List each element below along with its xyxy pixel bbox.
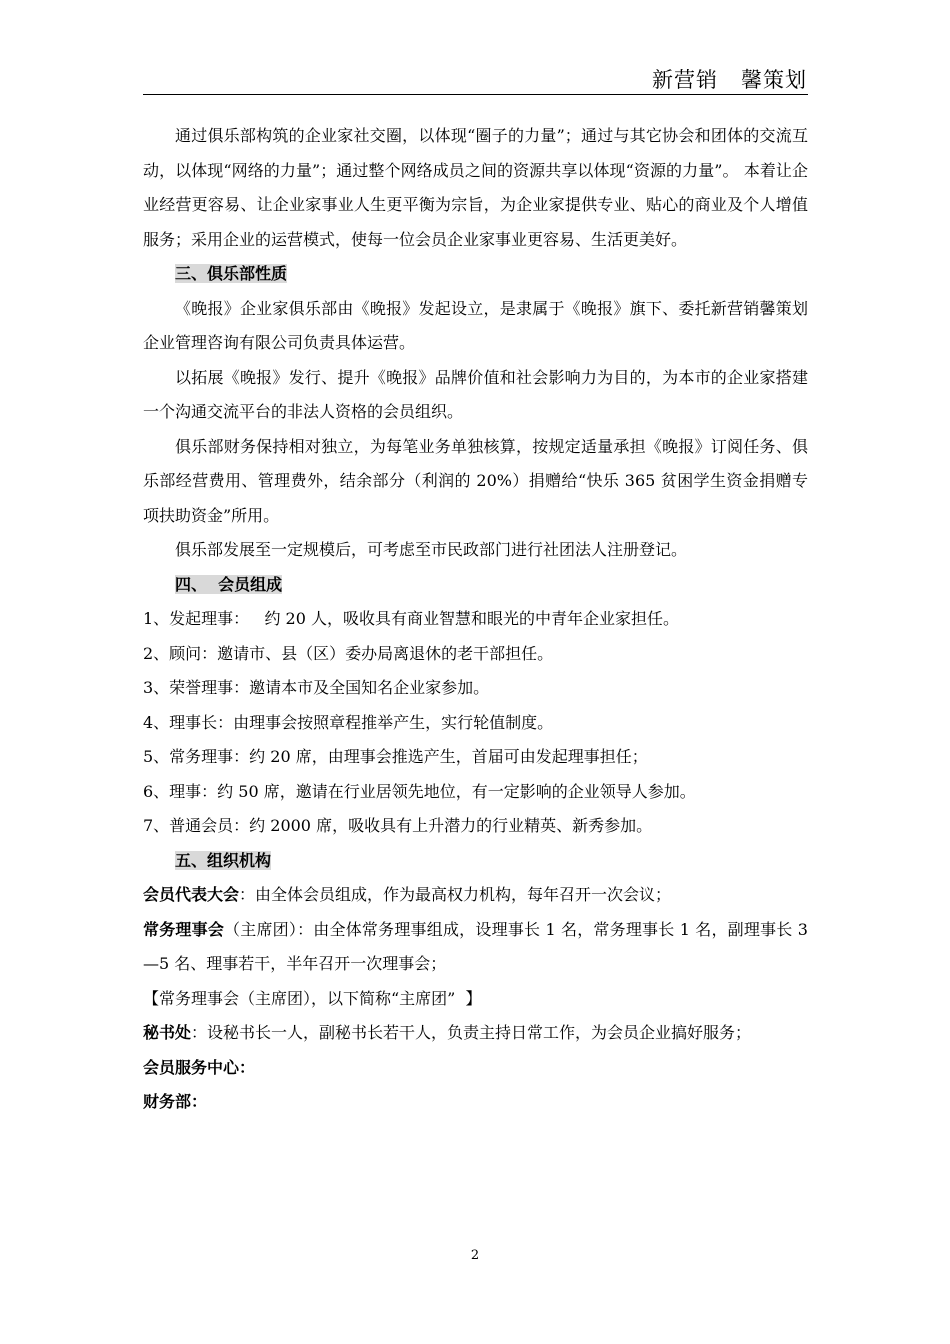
intro-paragraph: 通过俱乐部构筑的企业家社交圈，以体现“圈子的力量”；通过与其它协会和团体的交流互动，以体现“网络的力量”；通过整个网络成员之间的资源共享以体现“资源的力量”。 本着让企业经营更容易、让企业家事业人生更平衡为宗旨，为企业家提供专业、贴心的商业及个人增值服务；采用企业的运营模式，使每一位会员企业家事业更容易、生活更美好。 — [143, 126, 808, 249]
org-item — [143, 878, 808, 913]
org-item-text: （主席团）：由全体常务理事组成，设理事长 1 名，常务理事长 1 名，副理事长 3—5 名、理事若干，半年召开一次理事会； — [143, 919, 808, 973]
org-item-text: 【常务理事会（主席团），以下简称“主席团” 】 — [143, 988, 482, 1008]
org-item — [143, 913, 808, 982]
list-item: 7、普通会员：约 2000 席，吸收具有上升潜力的行业精英、新秀参加。 — [143, 816, 653, 835]
org-item-text: ：由全体会员组成，作为最高权力机构，每年召开一次会议； — [239, 885, 672, 904]
list-item: 6、理事：约 50 席，邀请在行业居领先地位，有一定影响的企业领导人参加。 — [143, 781, 696, 801]
header-divider — [143, 94, 808, 95]
section-heading-text: 四、 会员组成 — [175, 574, 283, 594]
section-heading — [143, 257, 808, 292]
list-item: 2、顾问：邀请市、县（区）委办局离退休的老干部担任。 — [143, 643, 554, 663]
section-heading-text: 五、组织机构 — [175, 850, 272, 870]
page-number: 2 — [470, 1248, 480, 1263]
paragraph: 俱乐部发展至一定规模后，可考虑至市民政部门进行社团法人注册登记。 — [175, 540, 688, 559]
org-item-lead: 秘书处 — [143, 1023, 192, 1042]
org-item — [143, 982, 808, 1017]
list-item: 5、常务理事：约 20 席，由理事会推选产生，首届可由发起理事担任； — [143, 747, 648, 766]
paragraph: 俱乐部财务保持相对独立，为每笔业务单独核算，按规定适量承担《晚报》订阅任务、俱乐部经营费用、管理费外，结余部分（利润的 20%）捐赠给“快乐 365 贫困学生资金捐赠专项扶助资金”所用。 — [143, 436, 808, 525]
list-item: 4、理事长：由理事会按照章程推举产生，实行轮值制度。 — [143, 712, 554, 732]
paragraph: 以拓展《晚报》发行、提升《晚报》品牌价值和社会影响力为目的，为本市的企业家搭建一个沟通交流平台的非法人资格的会员组织。 — [143, 367, 808, 421]
org-item — [143, 1085, 808, 1120]
list-item: 1、发起理事： 约 20 人，吸收具有商业智慧和眼光的中青年企业家担任。 — [143, 609, 679, 628]
org-item-lead: 会员代表大会 — [143, 885, 240, 904]
section-heading — [143, 844, 808, 879]
header-title: 新营销 馨策划 — [651, 68, 807, 92]
list-item: 3、荣誉理事：邀请本市及全国知名企业家参加。 — [143, 678, 490, 697]
org-item-text: ：设秘书长一人，副秘书长若干人，负责主持日常工作，为会员企业搞好服务； — [191, 1023, 752, 1042]
org-item-lead: 会员服务中心： — [143, 1057, 256, 1077]
org-item-lead: 常务理事会 — [143, 919, 225, 939]
document-body — [143, 119, 808, 1120]
section-heading — [143, 568, 808, 603]
org-item — [143, 1051, 808, 1086]
org-item-lead: 财务部： — [143, 1092, 208, 1111]
org-item — [143, 1016, 808, 1051]
paragraph: 《晚报》企业家俱乐部由《晚报》发起设立，是隶属于《晚报》旗下、委托新营销馨策划企业管理咨询有限公司负责具体运营。 — [143, 298, 808, 352]
section-heading-text: 三、俱乐部性质 — [175, 264, 288, 283]
